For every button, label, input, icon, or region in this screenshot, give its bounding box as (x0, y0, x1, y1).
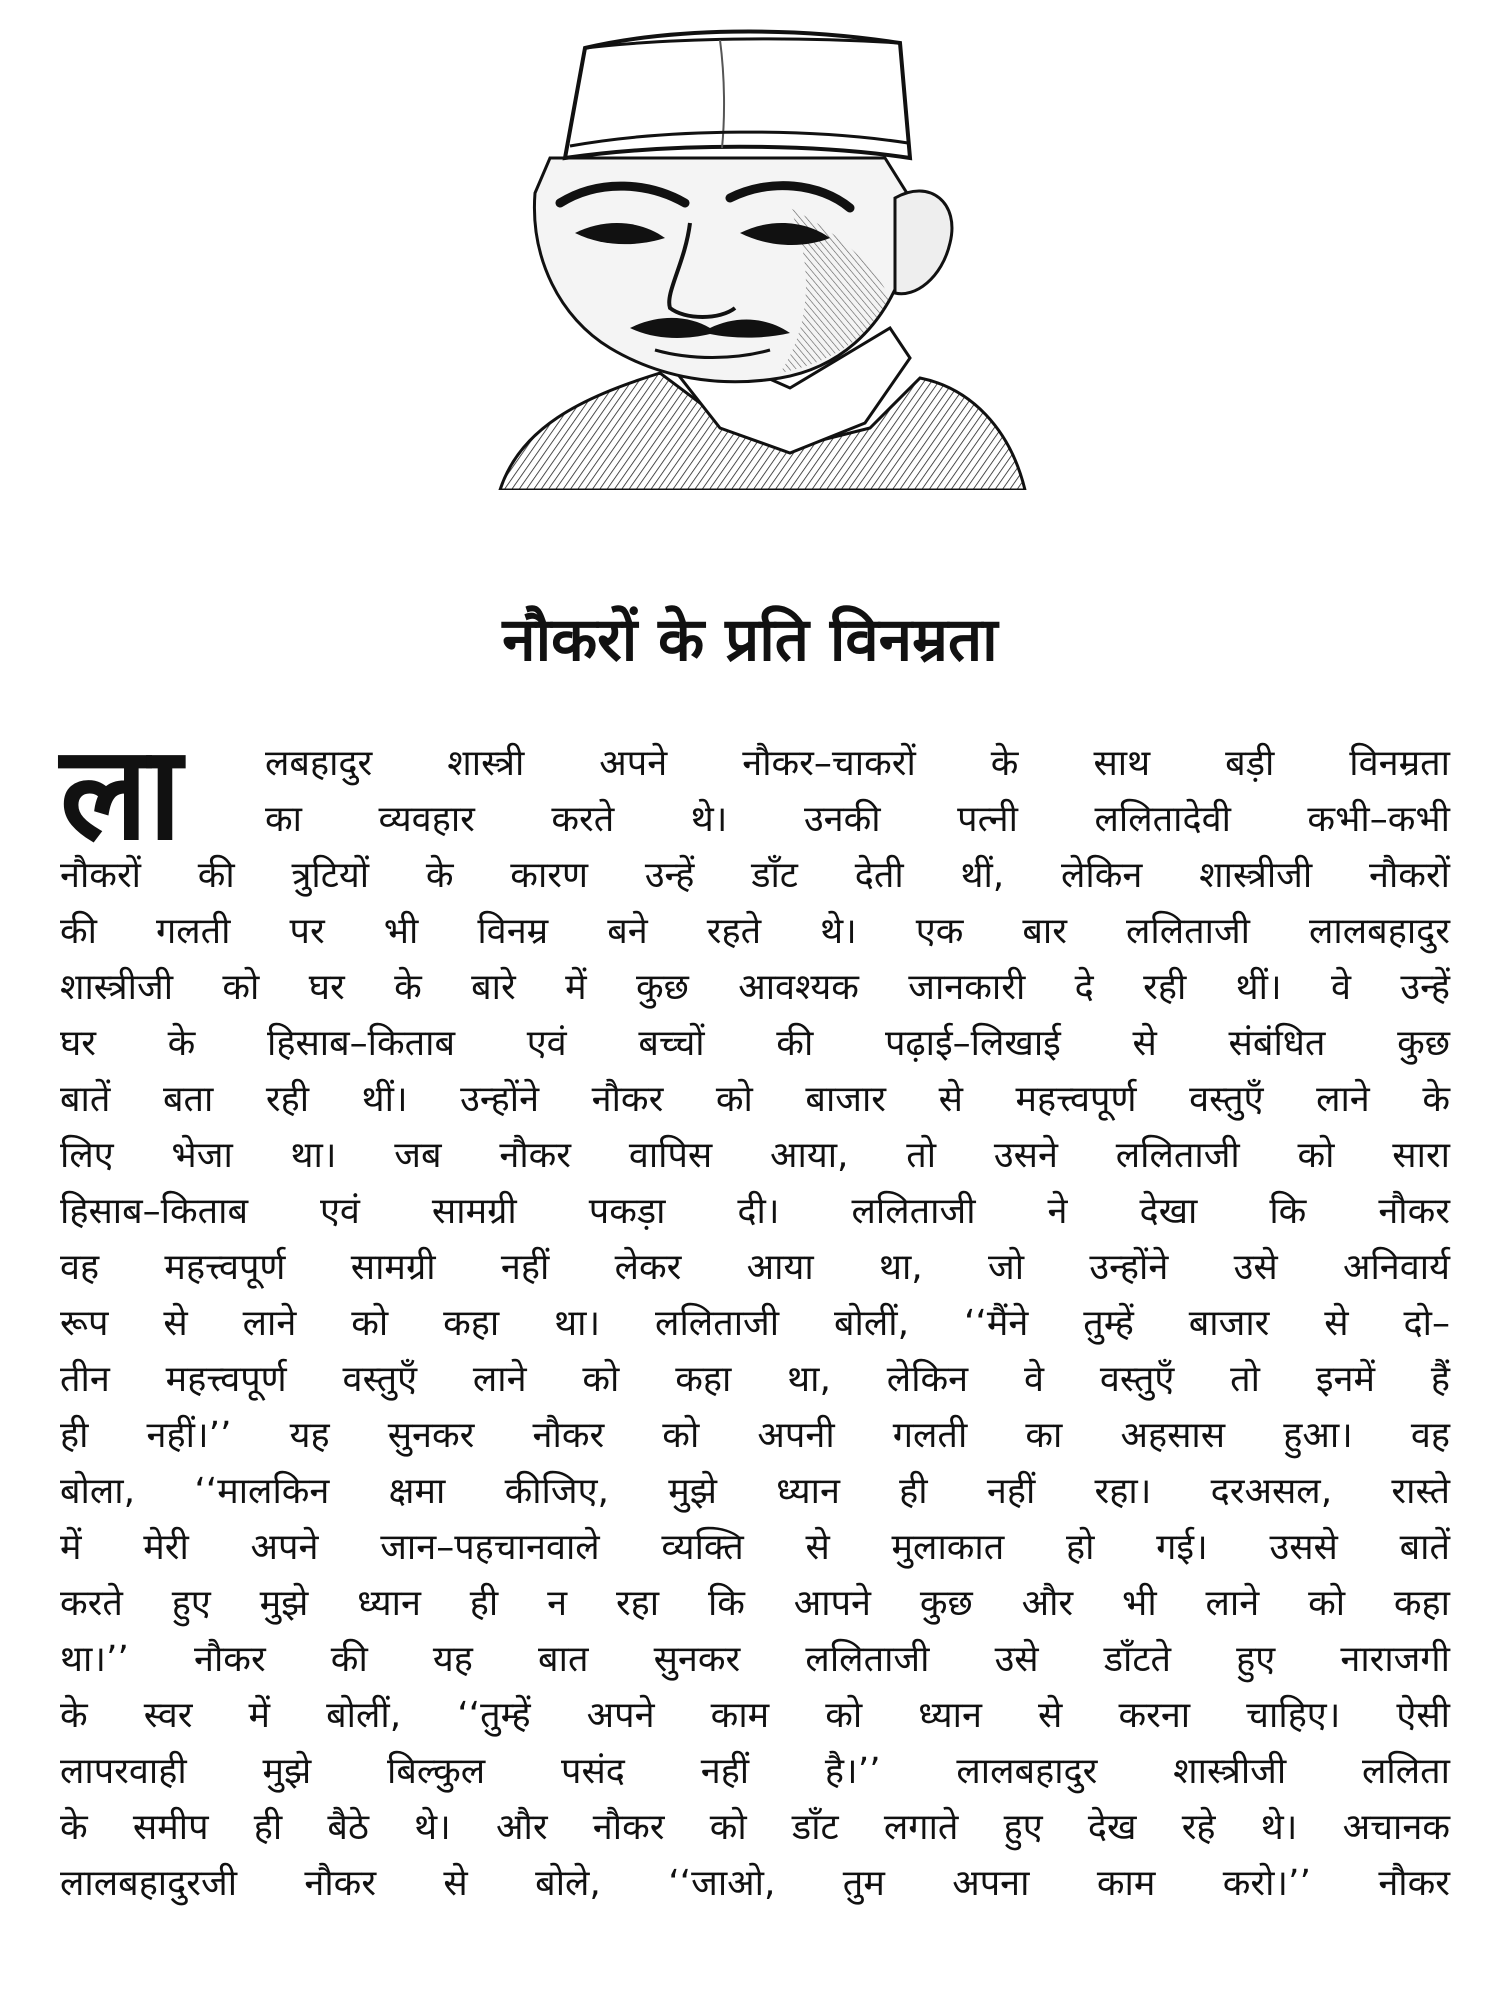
text-line: ही नहीं।’’ यह सुनकर नौकर को अपनी गलती का अहसास हुआ। वह (60, 1415, 1450, 1456)
text-line: बोला, ‘‘मालकिन क्षमा कीजिए, मुझे ध्यान ही नहीं रहा। दरअसल, रास्ते (60, 1471, 1450, 1512)
portrait-illustration (490, 28, 1035, 490)
text-line: लालबहादुरजी नौकर से बोले, ‘‘जाओ, तुम अपना काम करो।’’ नौकर (60, 1863, 1450, 1904)
page-title: नौकरों के प्रति विनम्रता (502, 605, 998, 675)
text-line: घर के हिसाब–किताब एवं बच्चों की पढ़ाई–लिखाई से संबंधित कुछ (60, 1023, 1450, 1064)
text-line: के समीप ही बैठे थे। और नौकर को डाँट लगाते हुए देख रहे थे। अचानक (60, 1807, 1450, 1848)
text-line: के स्वर में बोलीं, ‘‘तुम्हें अपने काम को ध्यान से करना चाहिए। ऐसी (60, 1695, 1450, 1736)
text-line: बातें बता रही थीं। उन्होंने नौकर को बाजार से महत्त्वपूर्ण वस्तुएँ लाने के (60, 1079, 1450, 1120)
text-line: हिसाब–किताब एवं सामग्री पकड़ा दी। ललिताजी ने देखा कि नौकर (60, 1191, 1450, 1232)
text-line: तीन महत्त्वपूर्ण वस्तुएँ लाने को कहा था, लेकिन वे वस्तुएँ तो इनमें हैं (60, 1359, 1450, 1400)
text-line: नौकरों की त्रुटियों के कारण उन्हें डाँट देती थीं, लेकिन शास्त्रीजी नौकरों (60, 855, 1450, 896)
text-line: लबहादुर शास्त्री अपने नौकर–चाकरों के साथ बड़ी विनम्रता (265, 743, 1450, 784)
text-line: करते हुए मुझे ध्यान ही न रहा कि आपने कुछ और भी लाने को कहा (60, 1583, 1450, 1624)
drop-cap: ला (60, 717, 182, 869)
text-line: वह महत्त्वपूर्ण सामग्री नहीं लेकर आया था, जो उन्होंने उसे अनिवार्य (60, 1247, 1450, 1288)
text-line: लिए भेजा था। जब नौकर वापिस आया, तो उसने ललिताजी को सारा (60, 1135, 1450, 1176)
text-line: का व्यवहार करते थे। उनकी पत्नी ललितादेवी कभी–कभी (265, 799, 1450, 840)
text-line: रूप से लाने को कहा था। ललिताजी बोलीं, ‘‘मैंने तुम्हें बाजार से दो– (60, 1303, 1450, 1344)
text-line: था।’’ नौकर की यह बात सुनकर ललिताजी उसे डाँटते हुए नाराजगी (60, 1639, 1450, 1680)
text-line: लापरवाही मुझे बिल्कुल पसंद नहीं है।’’ लालबहादुर शास्त्रीजी ललिता (60, 1751, 1450, 1792)
text-line: की गलती पर भी विनम्र बने रहते थे। एक बार ललिताजी लालबहादुर (60, 911, 1450, 952)
text-line: शास्त्रीजी को घर के बारे में कुछ आवश्यक जानकारी दे रही थीं। वे उन्हें (60, 967, 1450, 1008)
text-line: में मेरी अपने जान–पहचानवाले व्यक्ति से मुलाकात हो गई। उससे बातें (60, 1527, 1450, 1568)
